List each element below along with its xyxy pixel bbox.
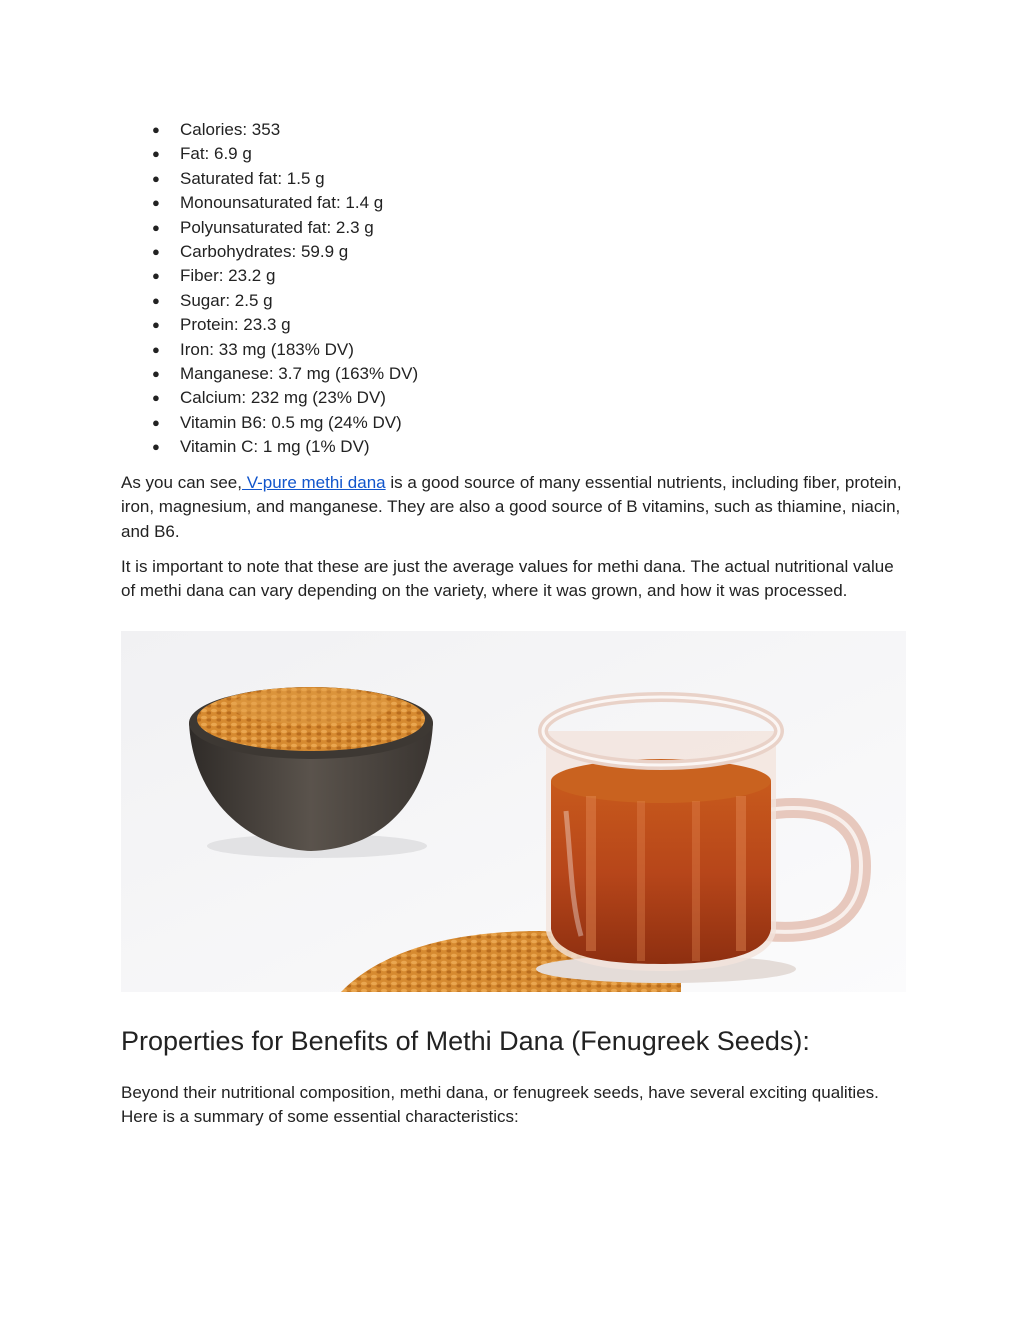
list-item: ● Saturated fat: 1.5 g [152,167,418,191]
list-item: ● Manganese: 3.7 mg (163% DV) [152,362,418,386]
vpure-methi-dana-link[interactable]: V-pure methi dana [241,473,386,492]
list-item: ● Vitamin B6: 0.5 mg (24% DV) [152,411,418,435]
nutrient-summary-paragraph: As you can see, V-pure methi dana is a good source of many essential nutrients, including fiber, protein, iron, magnesium, and manganese. They are also a good source of B vitamins, such as thiamine, niacin, and B6. [121,473,902,541]
bullet-icon: ● [152,390,160,406]
bullet-icon: ● [152,292,160,308]
list-item: ● Calories: 353 [152,118,418,142]
bullet-icon: ● [152,365,160,381]
bullet-icon: ● [152,317,160,333]
bullet-icon: ● [152,439,160,455]
list-item: ● Iron: 33 mg (183% DV) [152,338,418,362]
bullet-icon: ● [152,195,160,211]
list-item: ● Sugar: 2.5 g [152,289,418,313]
bullet-icon: ● [152,146,160,162]
bullet-icon: ● [152,122,160,137]
list-item: ● Calcium: 232 mg (23% DV) [152,386,418,410]
list-item: ● Monounsaturated fat: 1.4 g [152,191,418,215]
section-heading: Properties for Benefits of Methi Dana (Fenugreek Seeds): [121,1026,810,1056]
fenugreek-tea-photo [121,631,906,992]
properties-intro-paragraph: Beyond their nutritional composition, methi dana, or fenugreek seeds, have several exciting qualities. Here is a summary of some essential characteristics: [121,1083,879,1127]
bullet-icon: ● [152,219,160,235]
list-item: ● Protein: 23.3 g [152,313,418,337]
list-item: ● Fat: 6.9 g [152,142,418,166]
average-values-note: It is important to note that these are just the average values for methi dana. The actual nutritional value of methi dana can vary depending on the variety, where it was grown, and how it was processed. [121,557,894,601]
bullet-icon: ● [152,341,160,357]
nutrient-list [152,118,418,459]
list-item: ● Carbohydrates: 59.9 g [152,240,418,264]
list-item: ● Fiber: 23.2 g [152,264,418,288]
list-item: ● Vitamin C: 1 mg (1% DV) [152,435,418,459]
bullet-icon: ● [152,268,160,284]
bullet-icon: ● [152,243,160,259]
bullet-icon: ● [152,170,160,186]
list-item: ● Polyunsaturated fat: 2.3 g [152,216,418,240]
bullet-icon: ● [152,414,160,430]
